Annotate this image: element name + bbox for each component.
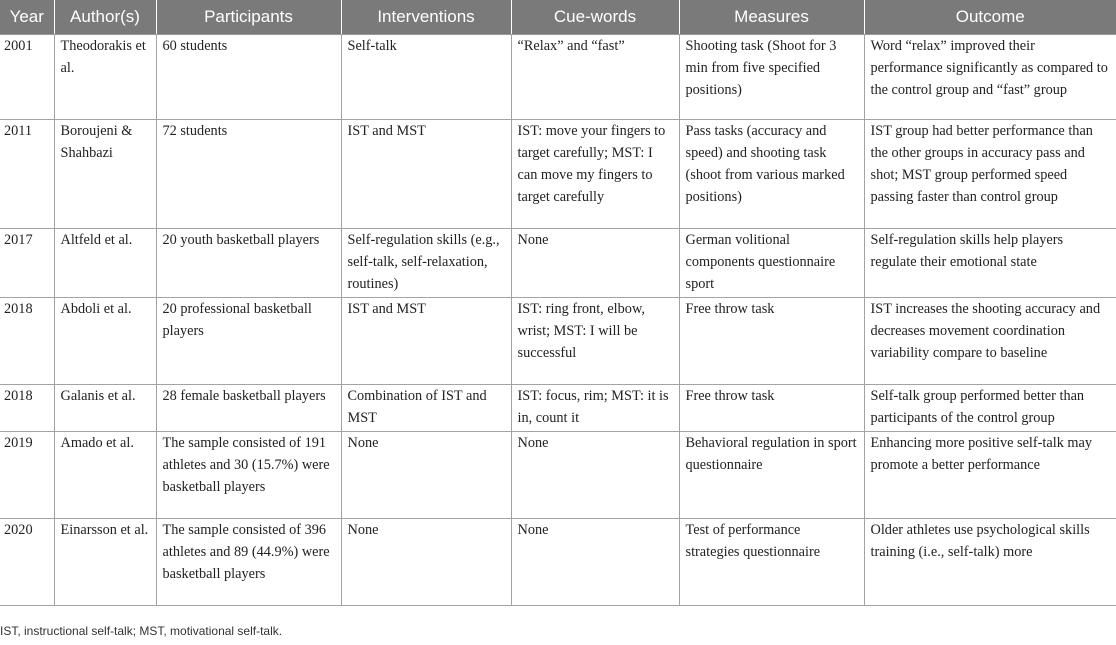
cell-authors: Einarsson et al. [54, 519, 156, 606]
cell-authors: Abdoli et al. [54, 298, 156, 385]
cell-outcome: Word “relax” improved their performance significantly as compared to the control group and “fast” group [864, 35, 1116, 120]
table-row [0, 519, 1116, 606]
header-participants: Participants [156, 0, 341, 35]
cell-authors: Boroujeni & Shahbazi [54, 120, 156, 229]
header-outcome: Outcome [864, 0, 1116, 35]
cell-interventions: Self-talk [341, 35, 511, 120]
cell-authors: Galanis et al. [54, 385, 156, 432]
cell-outcome: Enhancing more positive self-talk may promote a better performance [864, 432, 1116, 519]
cell-cue-words: IST: ring front, elbow, wrist; MST: I will be successful [511, 298, 679, 385]
cell-interventions: None [341, 519, 511, 606]
cell-cue-words: “Relax” and “fast” [511, 35, 679, 120]
cell-measures: Shooting task (Shoot for 3 min from five specified positions) [679, 35, 864, 120]
cell-outcome: Older athletes use psychological skills training (i.e., self-talk) more [864, 519, 1116, 606]
cell-measures: Pass tasks (accuracy and speed) and shooting task (shoot from various marked positions) [679, 120, 864, 229]
table-row [0, 385, 1116, 432]
cell-outcome: IST increases the shooting accuracy and decreases movement coordination variability compare to baseline [864, 298, 1116, 385]
cell-participants: The sample consisted of 191 athletes and 30 (15.7%) were basketball players [156, 432, 341, 519]
cell-participants: The sample consisted of 396 athletes and 89 (44.9%) were basketball players [156, 519, 341, 606]
header-cue-words: Cue-words [511, 0, 679, 35]
cell-year: 2018 [0, 298, 54, 385]
cell-outcome: IST group had better performance than the other groups in accuracy pass and shot; MST group performed speed passing faster than control group [864, 120, 1116, 229]
cell-year: 2017 [0, 229, 54, 298]
cell-year: 2019 [0, 432, 54, 519]
cell-year: 2011 [0, 120, 54, 229]
cell-cue-words: None [511, 519, 679, 606]
cell-participants: 20 youth basketball players [156, 229, 341, 298]
cell-cue-words: IST: focus, rim; MST: it is in, count it [511, 385, 679, 432]
table-row [0, 120, 1116, 229]
cell-measures: Free throw task [679, 298, 864, 385]
cell-measures: Free throw task [679, 385, 864, 432]
cell-interventions: IST and MST [341, 298, 511, 385]
cell-participants: 20 professional basketball players [156, 298, 341, 385]
cell-measures: Behavioral regulation in sport questionnaire [679, 432, 864, 519]
cell-participants: 60 students [156, 35, 341, 120]
table-row [0, 229, 1116, 298]
cell-participants: 28 female basketball players [156, 385, 341, 432]
cell-cue-words: None [511, 432, 679, 519]
cell-authors: Amado et al. [54, 432, 156, 519]
header-authors: Author(s) [54, 0, 156, 35]
cell-authors: Altfeld et al. [54, 229, 156, 298]
table-row [0, 35, 1116, 120]
header-measures: Measures [679, 0, 864, 35]
cell-authors: Theodorakis et al. [54, 35, 156, 120]
cell-outcome: Self-regulation skills help players regulate their emotional state [864, 229, 1116, 298]
cell-cue-words: None [511, 229, 679, 298]
header-year: Year [0, 0, 54, 35]
cell-cue-words: IST: move your fingers to target carefully; MST: I can move my fingers to target carefully [511, 120, 679, 229]
cell-measures: Test of performance strategies questionnaire [679, 519, 864, 606]
cell-measures: German volitional components questionnaire sport [679, 229, 864, 298]
table-footnote: IST, instructional self-talk; MST, motivational self-talk. [0, 624, 283, 638]
cell-year: 2001 [0, 35, 54, 120]
cell-year: 2020 [0, 519, 54, 606]
header-row [0, 0, 1116, 35]
header-interventions: Interventions [341, 0, 511, 35]
cell-interventions: Self-regulation skills (e.g., self-talk, self-relaxation, routines) [341, 229, 511, 298]
cell-outcome: Self-talk group performed better than participants of the control group [864, 385, 1116, 432]
table-row [0, 432, 1116, 519]
cell-interventions: IST and MST [341, 120, 511, 229]
cell-year: 2018 [0, 385, 54, 432]
table-row [0, 298, 1116, 385]
cell-interventions: None [341, 432, 511, 519]
cell-interventions: Combination of IST and MST [341, 385, 511, 432]
cell-participants: 72 students [156, 120, 341, 229]
